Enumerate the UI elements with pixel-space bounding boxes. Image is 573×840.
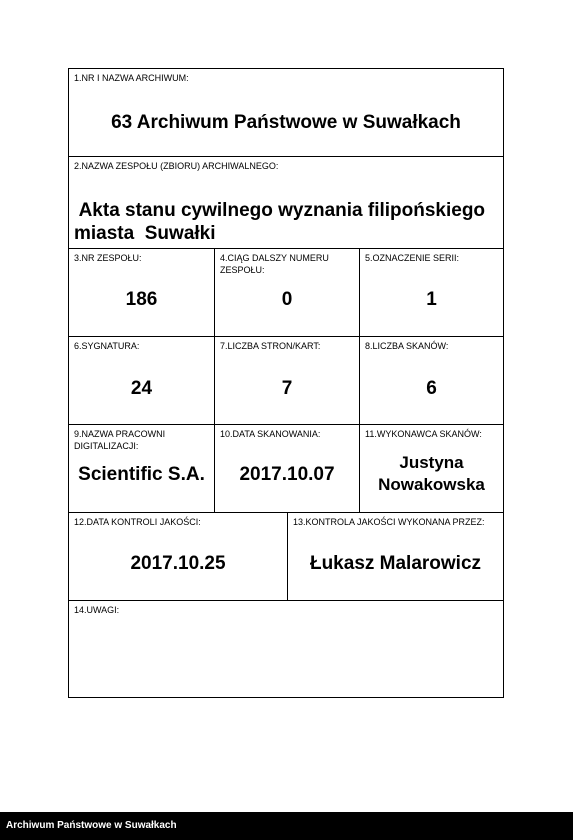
qc-by-label: 13.KONTROLA JAKOŚCI WYKONANA PRZEZ: <box>293 517 485 527</box>
scanner-line1: Justyna <box>399 453 464 472</box>
scans-cell <box>359 337 503 424</box>
notes-cell <box>69 601 503 697</box>
series-cell <box>359 249 503 336</box>
fonds-no-label: 3.NR ZESPOŁU: <box>74 253 142 263</box>
pages-cell <box>214 337 359 424</box>
pages-label: 7.LICZBA STRON/KART: <box>220 341 321 351</box>
lab-cell <box>69 425 214 512</box>
series-label: 5.OZNACZENIE SERII: <box>365 253 460 263</box>
fonds-name-cell <box>69 157 503 248</box>
signature-label: 6.SYGNATURA: <box>74 341 140 351</box>
scanner-cell <box>359 425 503 512</box>
scan-date-label: 10.DATA SKANOWANIA: <box>220 429 321 439</box>
pages-value: 7 <box>281 378 293 399</box>
archive-metadata-form <box>68 68 504 698</box>
quality-control-row <box>69 513 503 601</box>
scans-value: 6 <box>426 378 437 399</box>
scanner-label: 11.WYKONAWCA SKANÓW: <box>365 429 482 439</box>
fonds-name-row <box>69 157 503 249</box>
notes-row <box>69 601 503 697</box>
qc-by-value: Łukasz Malarowicz <box>309 553 482 574</box>
qc-by-cell <box>287 513 503 600</box>
signature-cell <box>69 337 214 424</box>
continuation-value: 0 <box>281 289 293 310</box>
signature-row <box>69 337 503 425</box>
fonds-no-value: 186 <box>125 289 158 310</box>
continuation-label: 4.CIĄG DALSZY NUMERU ZESPOŁU: <box>220 253 329 275</box>
qc-date-label: 12.DATA KONTROLI JAKOŚCI: <box>74 517 201 527</box>
scan-date-value: 2017.10.07 <box>239 464 335 485</box>
qc-date-value: 2017.10.25 <box>130 553 226 574</box>
lab-label: 9.NAZWA PRACOWNI DIGITALIZACJI: <box>74 429 166 451</box>
continuation-cell <box>214 249 359 336</box>
fonds-name-line2: miasta Suwałki <box>74 223 216 244</box>
archive-label: 1.NR I NAZWA ARCHIWUM: <box>74 73 189 83</box>
qc-date-cell <box>69 513 287 600</box>
scanner-line2: Nowakowska <box>378 475 485 494</box>
footer-text: Archiwum Państwowe w Suwałkach <box>6 820 177 831</box>
scan-date-cell <box>214 425 359 512</box>
fonds-numbers-row <box>69 249 503 337</box>
fonds-name-label: 2.NAZWA ZESPOŁU (ZBIORU) ARCHIWALNEGO: <box>74 161 279 171</box>
archive-value: 63 Archiwum Państwowe w Suwałkach <box>111 112 461 133</box>
fonds-name-line1: Akta stanu cywilnego wyznania filipońskiego <box>74 200 486 221</box>
lab-value: Scientific S.A. <box>78 464 205 485</box>
digitization-row <box>69 425 503 513</box>
archive-cell <box>69 69 503 156</box>
footer-bar <box>0 812 573 840</box>
fonds-no-cell <box>69 249 214 336</box>
series-value: 1 <box>426 289 437 310</box>
signature-value: 24 <box>130 378 153 399</box>
archive-row <box>69 69 503 157</box>
scans-label: 8.LICZBA SKANÓW: <box>365 341 449 351</box>
notes-label: 14.UWAGI: <box>74 605 120 615</box>
